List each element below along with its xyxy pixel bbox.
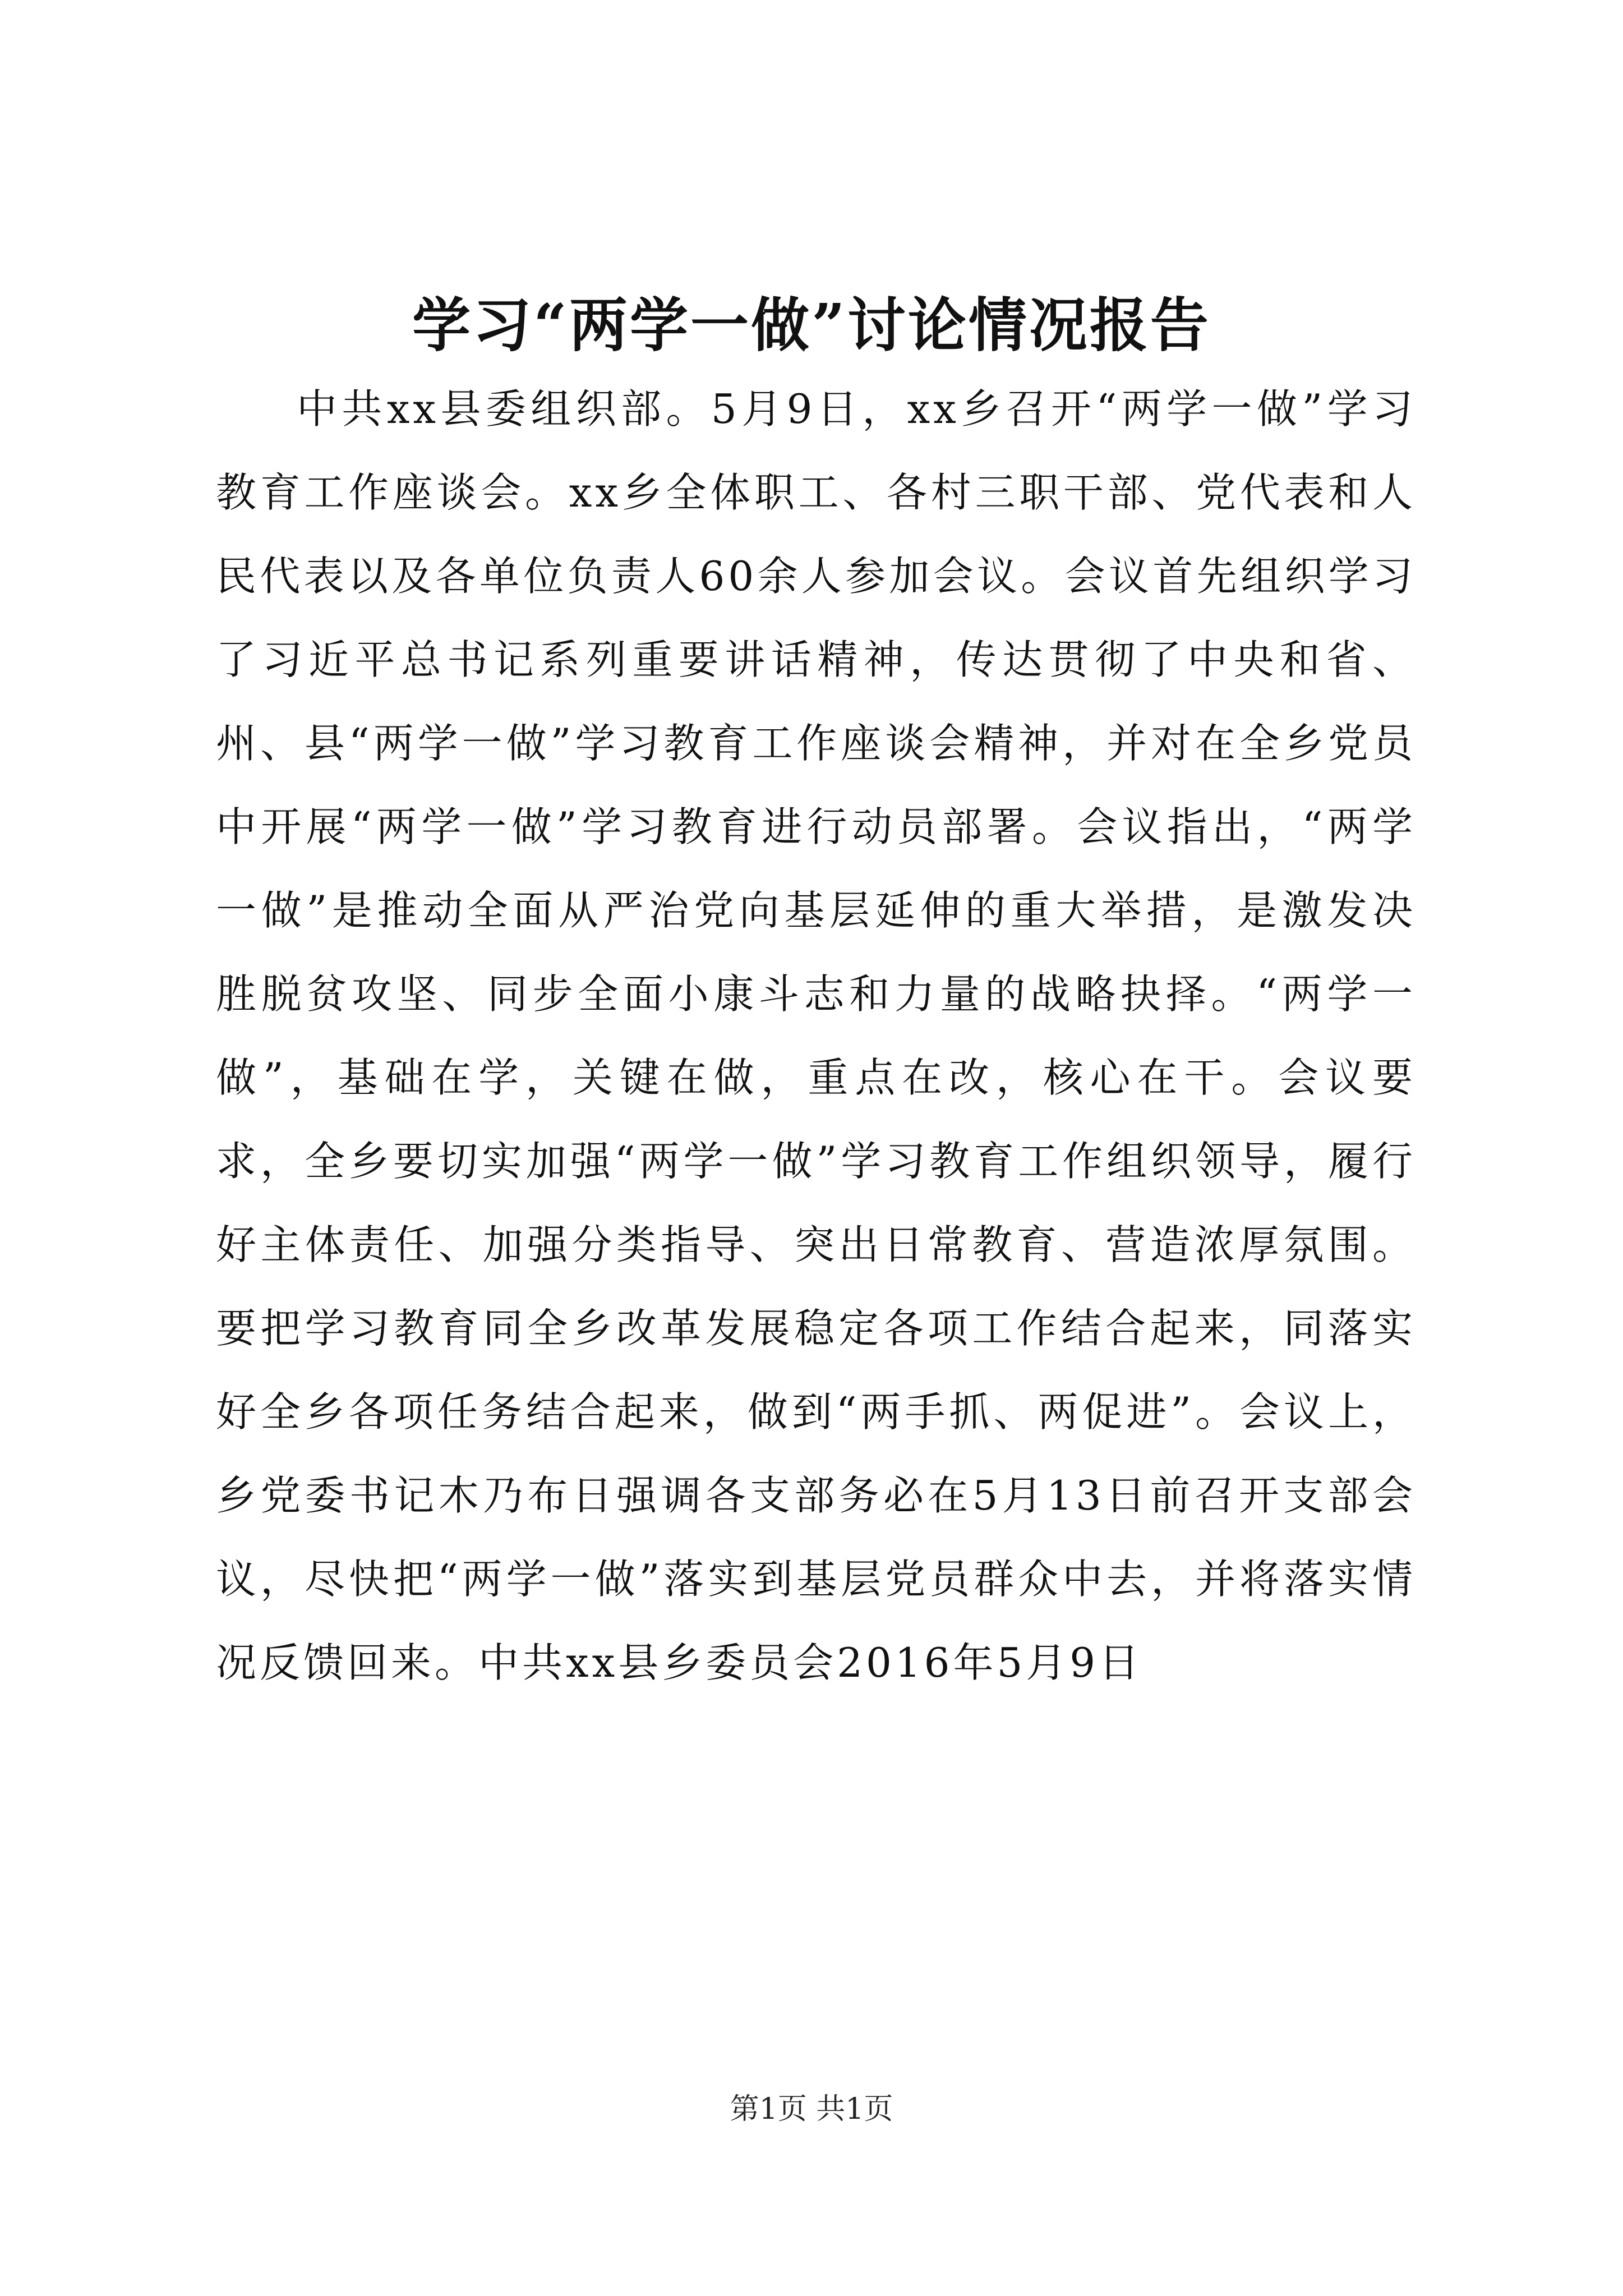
- document-title: 学习“两学一做”讨论情况报告: [412, 291, 1211, 360]
- document-body-paragraph: 中共xx县委组织部。5月9日，xx乡召开“两学一做”学习教育工作座谈会。xx乡全体职工、各村三职干部、党代表和人民代表以及各单位负责人60余人参加会议。会议首先组织学习了习近平总书记系列重要讲话精神，传达贯彻了中央和省、州、县“两学一做”学习教育工作座谈会精神，并对在全乡党员中开展“两学一做”学习教育进行动员部署。会议指出，“两学一做”是推动全面从严治党向基层延伸的重大举措，是激发决胜脱贫攻坚、同步全面小康斗志和力量的战略抉择。“两学一做”，基础在学，关键在做，重点在改，核心在干。会议要求，全乡要切实加强“两学一做”学习教育工作组织领导，履行好主体责任、加强分类指导、突出日常教育、营造浓厚氛围。要把学习教育同全乡改革发展稳定各项工作结合起来，同落实好全乡各项任务结合起来，做到“两手抓、两促进”。会议上，乡党委书记木乃布日强调各支部务必在5月13日前召开支部会议，尽快把“两学一做”落实到基层党员群众中去，并将落实情况反馈回来。中共xx县乡委员会2016年5月9日: [216, 385, 1416, 1686]
- page-number-footer: 第1页 共1页: [730, 2092, 893, 2126]
